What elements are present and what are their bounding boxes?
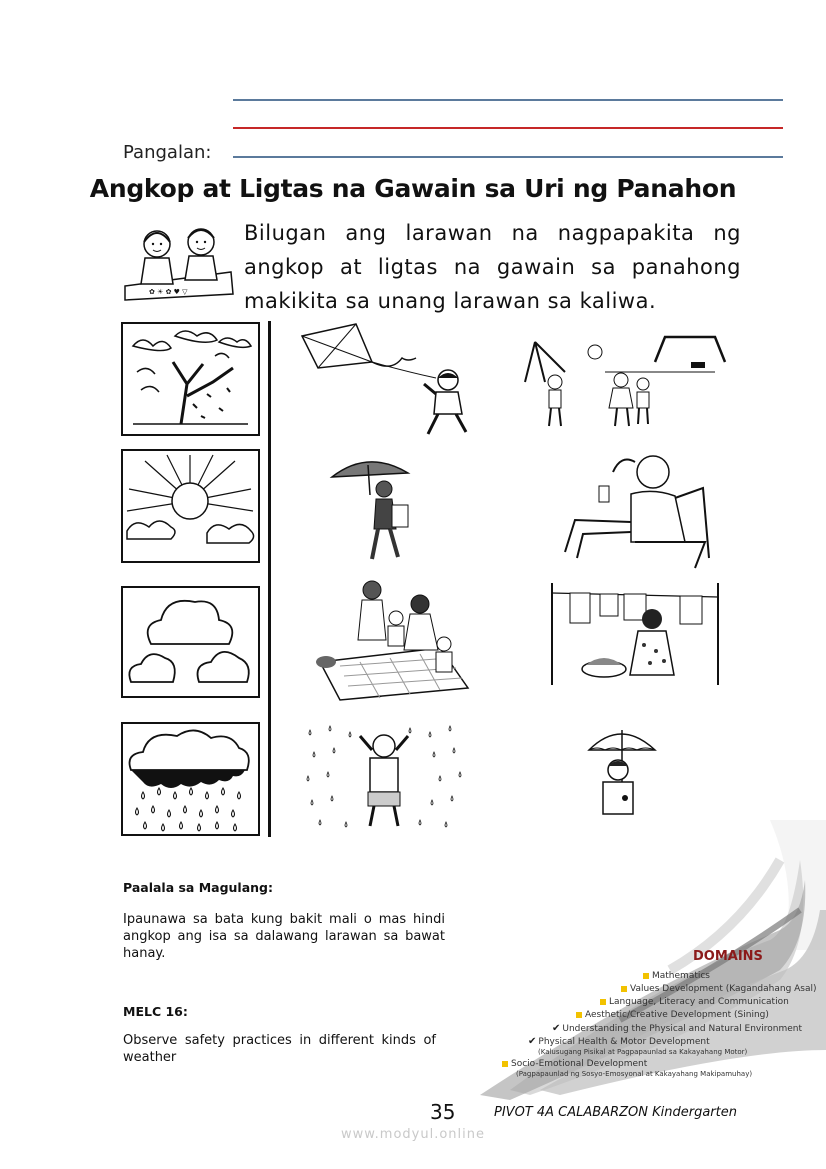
footer-program: PIVOT 4A CALABARZON Kindergarten bbox=[494, 1105, 737, 1120]
page-number: 35 bbox=[430, 1100, 456, 1124]
domain-marker-icon bbox=[576, 1012, 582, 1018]
domain-item-physical: ✔ Physical Health & Motor Development (Kalusugang Pisikal at Pagpapaunlad sa Kakayahang Motor) bbox=[528, 1036, 748, 1056]
domain-marker-icon bbox=[502, 1061, 508, 1067]
domain-marker-icon bbox=[600, 999, 606, 1005]
column-divider bbox=[268, 321, 271, 837]
parent-note-title: Paalala sa Magulang: bbox=[123, 880, 273, 895]
umbrella-walker-picture[interactable] bbox=[328, 455, 428, 565]
children-drawing-icon bbox=[119, 214, 237, 304]
melc-title: MELC 16: bbox=[123, 1004, 188, 1019]
windy-weather-picture bbox=[123, 324, 258, 434]
melc-body: Observe safety practices in different kinds of weather bbox=[123, 1033, 436, 1065]
domains-title: DOMAINS bbox=[693, 949, 763, 964]
laundry-drying-picture[interactable] bbox=[540, 575, 740, 690]
domain-item-mathematics: Mathematics bbox=[643, 971, 710, 981]
child-in-rain-picture[interactable] bbox=[300, 722, 470, 834]
page-curl-graphic bbox=[440, 820, 826, 1100]
sunny-weather-picture bbox=[123, 451, 258, 561]
checkmark-icon: ✔ bbox=[528, 1036, 537, 1047]
page-title: Angkop at Ligtas na Gawain sa Uri ng Panahon bbox=[89, 174, 737, 203]
weather-box-sunny bbox=[121, 449, 260, 563]
middle-guide-line bbox=[233, 127, 783, 129]
weather-box-cloudy bbox=[121, 586, 260, 698]
instruction-line-2: angkop at ligtas na gawain sa panahong bbox=[244, 255, 741, 279]
domain-marker-icon bbox=[643, 973, 649, 979]
weather-box-windy bbox=[121, 322, 260, 436]
weather-box-rainy bbox=[121, 722, 260, 836]
cloudy-weather-picture bbox=[123, 588, 258, 696]
rainy-weather-picture bbox=[123, 724, 258, 834]
man-resting-in-heat-picture[interactable] bbox=[535, 448, 735, 573]
checkmark-icon: ✔ bbox=[552, 1023, 561, 1034]
domain-item-values: Values Development (Kagandahang Asal) bbox=[621, 984, 817, 994]
family-picnic-picture[interactable] bbox=[300, 578, 475, 703]
playground-children-picture[interactable] bbox=[515, 332, 735, 432]
top-guide-line bbox=[233, 99, 783, 101]
kite-flying-boy-picture[interactable] bbox=[298, 322, 498, 440]
domain-item-language: Language, Literacy and Communication bbox=[600, 997, 789, 1007]
svg-text:✿ ☀ ✿ ♥ ▽: ✿ ☀ ✿ ♥ ▽ bbox=[149, 288, 188, 296]
parent-note-body: Ipaunawa sa bata kung bakit mali o mas hindi angkop ang isa sa dalawang larawan sa bawat hanay. bbox=[123, 912, 445, 961]
name-writing-line[interactable] bbox=[233, 156, 783, 158]
watermark: www.modyul.online bbox=[340, 1127, 486, 1142]
domain-marker-icon bbox=[621, 986, 627, 992]
domain-item-aesthetic: Aesthetic/Creative Development (Sining) bbox=[576, 1010, 769, 1020]
instruction-line-1: Bilugan ang larawan na nagpapakita ng bbox=[244, 221, 741, 245]
instruction-line-3: makikita sa unang larawan sa kaliwa. bbox=[244, 289, 657, 313]
domain-item-socio-emotional: Socio-Emotional Development (Pagpapaunlad ng Sosyo-Emosyonal at Kakayahang Makipamuhay) bbox=[502, 1059, 752, 1079]
domain-item-environment: ✔ Understanding the Physical and Natural Environment bbox=[552, 1023, 802, 1034]
name-label: Pangalan: bbox=[123, 142, 212, 163]
instruction-text bbox=[244, 216, 741, 318]
child-with-umbrella-picture[interactable] bbox=[585, 722, 660, 818]
